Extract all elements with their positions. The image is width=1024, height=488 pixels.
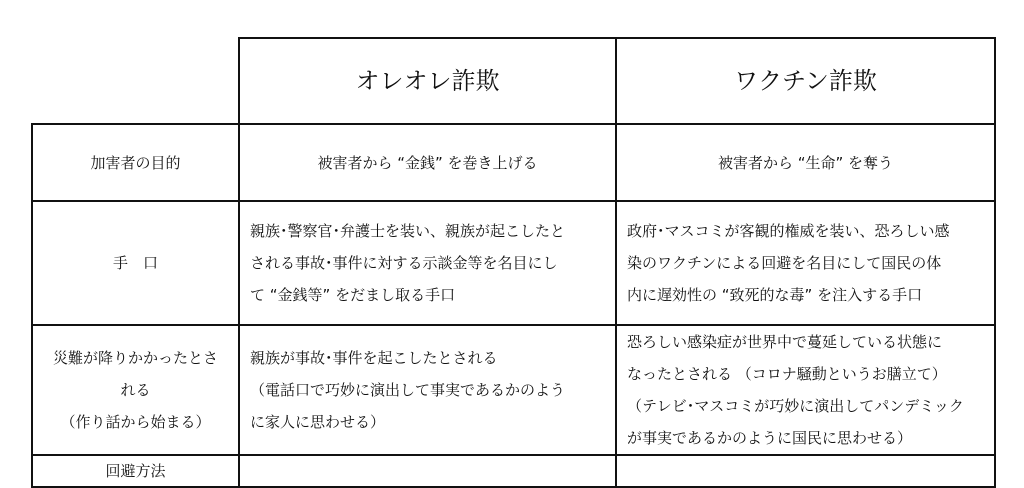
header-ore-ore-fraud: オレオレ詐欺 bbox=[239, 38, 616, 124]
cell-method-vaccine bbox=[616, 201, 995, 325]
row-label-line: れる bbox=[120, 381, 151, 399]
cell-disaster-vaccine bbox=[616, 325, 995, 455]
cell-method-ore-ore bbox=[239, 201, 616, 325]
table-header-row bbox=[32, 38, 995, 124]
cell-avoidance-ore-ore bbox=[239, 455, 616, 487]
cell-line: て “金銭等” をだまし取る手口 bbox=[250, 286, 456, 304]
cell-disaster-ore-ore bbox=[239, 325, 616, 455]
cell-line: 親族･警察官･弁護士を装い、親族が起こしたと bbox=[250, 222, 566, 240]
cell-line: される事故･事件に対する示談金等を名目にし bbox=[250, 254, 558, 272]
cell-line: 恐ろしい感染症が世界中で蔓延している状態に bbox=[627, 333, 943, 351]
cell-line: なったとされる （コロナ騒動というお膳立て） bbox=[627, 365, 947, 383]
cell-purpose-vaccine bbox=[616, 124, 995, 201]
cell-line: に家人に思わせる） bbox=[250, 413, 386, 431]
table-row-method bbox=[32, 201, 995, 325]
row-label-line: 災難が降りかかったとさ bbox=[52, 349, 218, 367]
row-label-line: 手 口 bbox=[112, 254, 158, 272]
row-label-line: （作り話から始まる） bbox=[60, 413, 211, 431]
cell-line: 被害者から “金銭” を巻き上げる bbox=[317, 153, 538, 172]
row-label-method bbox=[32, 201, 239, 325]
comparison-table-container bbox=[31, 37, 994, 488]
corner-cell bbox=[32, 38, 239, 124]
cell-line: 被害者から “生命” を奪う bbox=[717, 153, 894, 172]
header-vaccine-fraud: ワクチン詐欺 bbox=[616, 38, 995, 124]
row-label-line: 回避方法 bbox=[105, 462, 166, 480]
table-row-disaster bbox=[32, 325, 995, 455]
table-row-purpose bbox=[32, 124, 995, 201]
cell-line: 染のワクチンによる回避を名目にして国民の体 bbox=[627, 254, 942, 272]
cell-purpose-ore-ore bbox=[239, 124, 616, 201]
row-label-disaster bbox=[32, 325, 239, 455]
table-row-avoidance bbox=[32, 455, 995, 487]
cell-line: 親族が事故･事件を起こしたとされる bbox=[250, 349, 498, 367]
cell-line: （電話口で巧妙に演出して事実であるかのよう bbox=[250, 381, 566, 399]
comparison-table bbox=[31, 37, 996, 488]
cell-line: （テレビ･マスコミが巧妙に演出してパンデミック bbox=[627, 397, 964, 415]
row-label-avoidance bbox=[32, 455, 239, 487]
cell-avoidance-vaccine bbox=[616, 455, 995, 487]
cell-line: 政府･マスコミが客観的権威を装い、恐ろしい感 bbox=[627, 222, 950, 240]
row-label-line: 加害者の目的 bbox=[90, 153, 181, 172]
row-label-purpose bbox=[32, 124, 239, 201]
cell-line: 内に遅効性の “致死的な毒” を注入する手口 bbox=[627, 286, 923, 304]
cell-line: が事実であるかのように国民に思わせる） bbox=[627, 429, 913, 447]
